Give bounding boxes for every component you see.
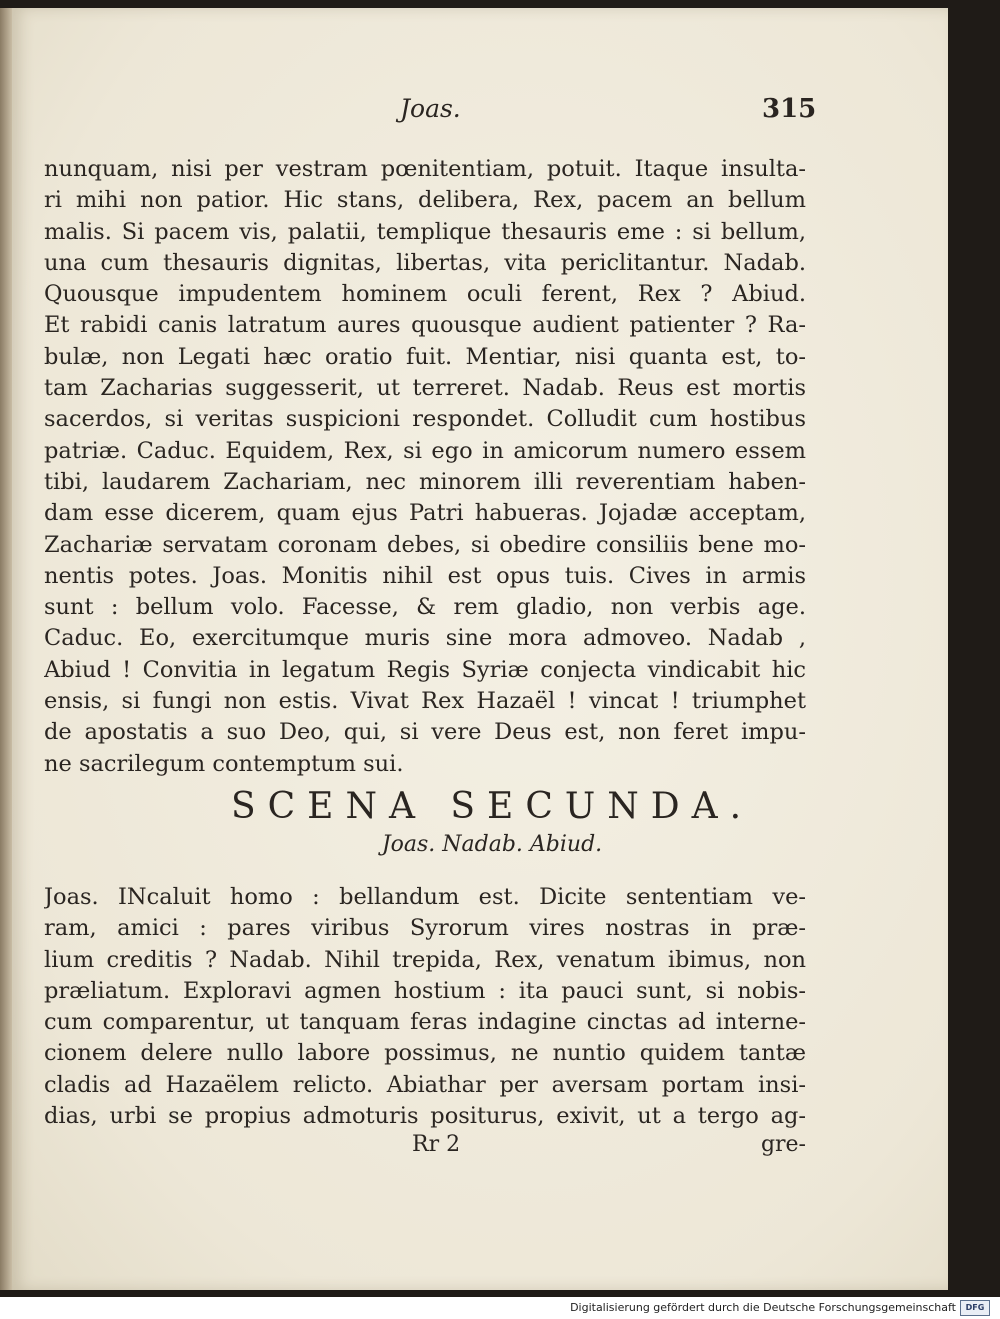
text-line: nentis potes. Joas. Monitis nihil est opus tuis. Cives in armis [44, 562, 806, 589]
text-line: præliatum. Exploravi agmen hostium : ita pauci sunt, si nobis- [44, 977, 806, 1004]
scene-heading: SCENA SECUNDA. [230, 786, 754, 827]
text-line: ri mihi non patior. Hic stans, delibera, Rex, pacem an bellum [44, 187, 806, 214]
text-line: ram, amici : pares viribus Syrorum vires nostras in præ- [44, 915, 806, 942]
text-line: Abiud ! Convitia in legatum Regis Syriæ conjecta vindicabit hic [44, 656, 806, 683]
text-line: Zachariæ servatam coronam debes, si obedire consiliis bene mo- [44, 531, 806, 558]
text-line: de apostatis a suo Deo, qui, si vere Deus est, non feret impu- [44, 719, 806, 746]
text-line: dam esse dicerem, quam ejus Patri habueras. Jojadæ acceptam, [44, 500, 806, 527]
book-page [12, 8, 948, 1290]
body-text [44, 154, 806, 780]
text-line: ensis, si fungi non estis. Vivat Rex Hazaël ! vincat ! triumphet [44, 688, 806, 715]
text-line: nunquam, nisi per vestram pœnitentiam, potuit. Itaque insulta- [44, 156, 806, 182]
text-line: ne sacrilegum contemptum sui. [44, 750, 404, 777]
text-line: Caduc. Eo, exercitumque muris sine mora admoveo. Nadab , [44, 625, 806, 652]
text-line: sunt : bellum volo. Facesse, & rem gladio, non verbis age. [44, 594, 806, 621]
text-line: Quousque impudentem hominem oculi ferent, Rex ? Abiud. [44, 281, 806, 308]
text-line: malis. Si pacem vis, palatii, templique thesauris eme : si bellum, [44, 218, 806, 245]
funding-notice: Digitalisierung gefördert durch die Deutsche Forschungsgemeinschaft [570, 1301, 956, 1314]
running-head [12, 94, 948, 134]
catchword: gre- [760, 1132, 806, 1157]
scene-text [44, 882, 806, 1132]
text-line: bulæ, non Legati hæc oratio fuit. Mentiar, nisi quanta est, to- [44, 343, 806, 370]
text-line: Et rabidi canis latratum aures quousque audient patienter ? Ra- [44, 312, 806, 339]
funding-bar [0, 1297, 1000, 1319]
scene-cast-list: Joas. Nadab. Abiud. [381, 832, 603, 857]
previous-page-edge [0, 8, 12, 1290]
text-line: una cum thesauris dignitas, libertas, vita periclitantur. Nadab. [44, 249, 806, 276]
scan-right-edge [948, 8, 1000, 1297]
text-line: sacerdos, si veritas suspicioni respondet. Colludit cum hostibus [44, 406, 806, 433]
text-line: cum comparentur, ut tanquam feras indagine cinctas ad interne- [44, 1009, 806, 1036]
text-line: tibi, laudarem Zachariam, nec minorem illi reverentiam haben- [44, 468, 806, 495]
text-line: cionem delere nullo labore possimus, ne nuntio quidem tantæ [44, 1040, 806, 1067]
page-number: 315 [762, 94, 817, 124]
text-line: cladis ad Hazaëlem relicto. Abiathar per aversam portam insi- [44, 1071, 806, 1098]
text-line: dias, urbi se propius admoturis positurus, exivit, ut a tergo ag- [44, 1103, 806, 1130]
signature-mark: Rr 2 [412, 1132, 461, 1157]
text-line: Joas. INcaluit homo : bellandum est. Dicite sententiam ve- [44, 884, 806, 910]
text-line: patriæ. Caduc. Equidem, Rex, si ego in amicorum numero essem [44, 437, 806, 464]
running-title: Joas. [400, 94, 461, 123]
page-footer [44, 1132, 806, 1162]
text-line: lium creditis ? Nadab. Nihil trepida, Rex, venatum ibimus, non [44, 946, 806, 973]
dfg-logo-icon: DFG [960, 1300, 990, 1316]
text-line: tam Zacharias suggesserit, ut terreret. Nadab. Reus est mortis [44, 375, 806, 402]
